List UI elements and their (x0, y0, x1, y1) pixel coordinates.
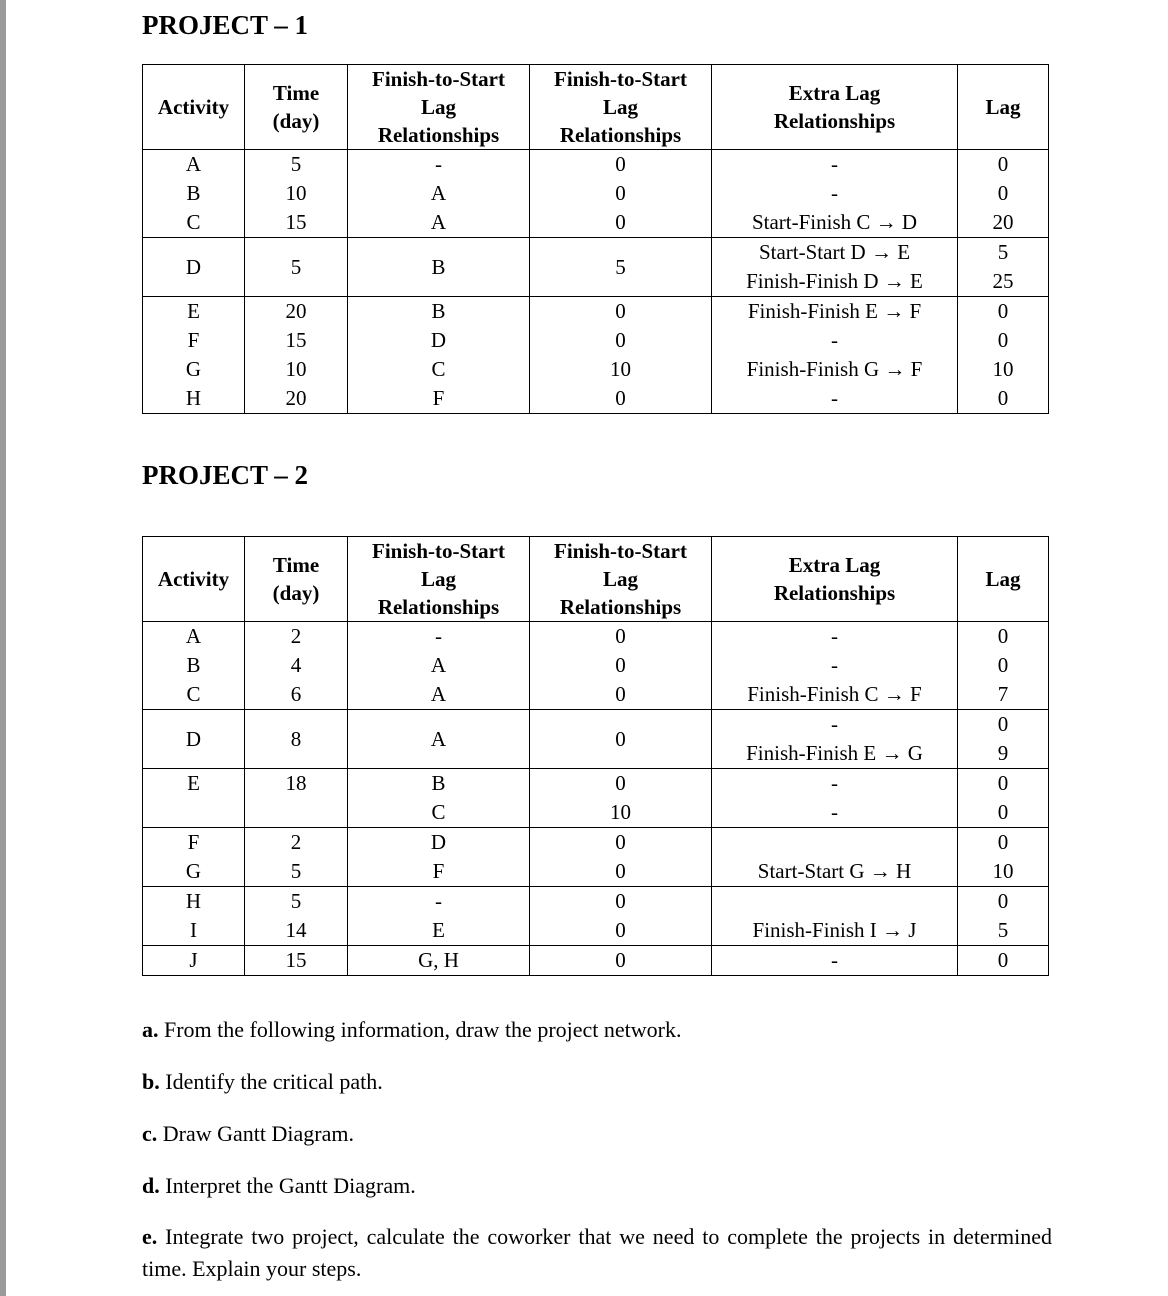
cell-time: 5 (245, 857, 348, 887)
cell-fts2: 0 (530, 384, 712, 414)
cell-activity: F (143, 828, 245, 858)
cell-lag: 5 (958, 916, 1049, 946)
cell-time: 10 (245, 179, 348, 208)
header-fts-lag-1: Finish-to-Start Lag Relationships (348, 65, 530, 150)
cell-time: 8 (245, 710, 348, 769)
cell-fts2: 0 (530, 179, 712, 208)
cell-activity: A (143, 622, 245, 652)
table-row (143, 710, 1049, 740)
cell-fts1: C (348, 355, 530, 384)
cell-lag: 0 (958, 828, 1049, 858)
table-row (143, 622, 1049, 652)
cell-fts1: D (348, 828, 530, 858)
cell-time: 4 (245, 651, 348, 680)
cell-lag: 5 (958, 238, 1049, 268)
cell-fts1: C (348, 798, 530, 828)
cell-activity: C (143, 208, 245, 238)
cell-fts2: 10 (530, 355, 712, 384)
cell-extra: - (712, 150, 958, 180)
cell-time: 18 (245, 769, 348, 799)
cell-lag: 10 (958, 857, 1049, 887)
cell-extra: Start-Start G → H (712, 857, 958, 887)
header-fts-lag-1: Finish-to-Start Lag Relationships (348, 537, 530, 622)
header-lag: Lag (958, 65, 1049, 150)
cell-activity: D (143, 238, 245, 297)
cell-lag: 0 (958, 179, 1049, 208)
cell-extra: - (712, 326, 958, 355)
question-d: d. Interpret the Gantt Diagram. (142, 1173, 416, 1198)
header-fts-lag-2: Finish-to-Start Lag Relationships (530, 65, 712, 150)
cell-extra: Finish-Finish D → E (712, 267, 958, 297)
table-row (143, 179, 1049, 208)
cell-activity: B (143, 651, 245, 680)
cell-activity: C (143, 680, 245, 710)
cell-fts2: 0 (530, 710, 712, 769)
cell-fts1: - (348, 887, 530, 917)
cell-time: 14 (245, 916, 348, 946)
cell-fts2: 0 (530, 946, 712, 976)
cell-extra: Start-Start D → E (712, 238, 958, 268)
cell-activity: B (143, 179, 245, 208)
header-time: Time (day) (245, 537, 348, 622)
cell-lag: 0 (958, 297, 1049, 327)
cell-fts2: 0 (530, 887, 712, 917)
cell-extra: - (712, 179, 958, 208)
cell-activity: H (143, 887, 245, 917)
cell-fts2: 5 (530, 238, 712, 297)
cell-time: 5 (245, 238, 348, 297)
header-activity: Activity (143, 65, 245, 150)
cell-activity: J (143, 946, 245, 976)
cell-fts1: - (348, 150, 530, 180)
table-row (143, 238, 1049, 268)
cell-extra (712, 887, 958, 917)
table-row (143, 916, 1049, 946)
header-lag: Lag (958, 537, 1049, 622)
header-time: Time (day) (245, 65, 348, 150)
cell-fts2: 0 (530, 150, 712, 180)
cell-fts1: G, H (348, 946, 530, 976)
cell-lag: 0 (958, 326, 1049, 355)
cell-fts2: 0 (530, 651, 712, 680)
cell-time: 6 (245, 680, 348, 710)
table-row (143, 208, 1049, 238)
cell-lag: 9 (958, 739, 1049, 769)
cell-lag: 0 (958, 798, 1049, 828)
cell-lag: 0 (958, 769, 1049, 799)
cell-lag: 0 (958, 150, 1049, 180)
project1-table (142, 64, 1049, 414)
cell-time: 2 (245, 622, 348, 652)
cell-activity: G (143, 355, 245, 384)
table-row (143, 297, 1049, 327)
cell-time: 15 (245, 326, 348, 355)
cell-time: 15 (245, 946, 348, 976)
cell-fts1: B (348, 769, 530, 799)
table-row (143, 857, 1049, 887)
header-extra-lag: Extra Lag Relationships (712, 65, 958, 150)
cell-fts2: 0 (530, 680, 712, 710)
cell-lag: 0 (958, 887, 1049, 917)
header-activity: Activity (143, 537, 245, 622)
cell-fts1: B (348, 297, 530, 327)
cell-fts1: A (348, 179, 530, 208)
cell-activity: G (143, 857, 245, 887)
table-row (143, 769, 1049, 799)
cell-activity: F (143, 326, 245, 355)
question-c: c. Draw Gantt Diagram. (142, 1121, 354, 1146)
question-a: a. From the following information, draw the project network. (142, 1017, 682, 1042)
cell-extra: Finish-Finish E → G (712, 739, 958, 769)
cell-activity: E (143, 297, 245, 327)
cell-extra: - (712, 622, 958, 652)
cell-activity (143, 798, 245, 828)
cell-time: 5 (245, 887, 348, 917)
cell-extra: Finish-Finish G → F (712, 355, 958, 384)
cell-fts2: 0 (530, 769, 712, 799)
header-fts-lag-2: Finish-to-Start Lag Relationships (530, 537, 712, 622)
cell-extra: Finish-Finish C → F (712, 680, 958, 710)
cell-extra: - (712, 710, 958, 740)
cell-activity: E (143, 769, 245, 799)
cell-lag: 0 (958, 946, 1049, 976)
cell-lag: 10 (958, 355, 1049, 384)
cell-extra (712, 828, 958, 858)
cell-fts1: F (348, 857, 530, 887)
table-row (143, 651, 1049, 680)
cell-fts2: 0 (530, 208, 712, 238)
cell-lag: 0 (958, 384, 1049, 414)
cell-fts1: A (348, 710, 530, 769)
cell-activity: H (143, 384, 245, 414)
cell-lag: 20 (958, 208, 1049, 238)
cell-time: 15 (245, 208, 348, 238)
cell-fts2: 10 (530, 798, 712, 828)
cell-extra: - (712, 651, 958, 680)
cell-time: 2 (245, 828, 348, 858)
cell-fts1: E (348, 916, 530, 946)
cell-time: 20 (245, 384, 348, 414)
cell-time (245, 798, 348, 828)
cell-activity: I (143, 916, 245, 946)
cell-activity: D (143, 710, 245, 769)
cell-extra: - (712, 769, 958, 799)
cell-lag: 25 (958, 267, 1049, 297)
cell-fts2: 0 (530, 622, 712, 652)
table-row (143, 326, 1049, 355)
cell-extra: Start-Finish C → D (712, 208, 958, 238)
cell-fts1: A (348, 680, 530, 710)
cell-time: 20 (245, 297, 348, 327)
cell-fts1: A (348, 208, 530, 238)
cell-fts2: 0 (530, 326, 712, 355)
project2-title: PROJECT – 2 (142, 460, 309, 490)
question-b: b. Identify the critical path. (142, 1069, 383, 1094)
question-e: e. Integrate two project, calculate the coworker that we need to complete the projects in determined time. Explain your steps. (142, 1224, 1053, 1281)
cell-extra: - (712, 384, 958, 414)
project1-title: PROJECT – 1 (142, 10, 309, 40)
cell-lag: 0 (958, 710, 1049, 740)
table-row (143, 828, 1049, 858)
table-row (143, 355, 1049, 384)
cell-time: 10 (245, 355, 348, 384)
cell-lag: 0 (958, 622, 1049, 652)
cell-fts1: - (348, 622, 530, 652)
cell-extra: Finish-Finish I → J (712, 916, 958, 946)
table-row (143, 798, 1049, 828)
cell-fts2: 0 (530, 857, 712, 887)
table-row (143, 680, 1049, 710)
cell-lag: 0 (958, 651, 1049, 680)
table-row (143, 150, 1049, 180)
header-extra-lag: Extra Lag Relationships (712, 537, 958, 622)
cell-fts2: 0 (530, 828, 712, 858)
cell-extra: - (712, 798, 958, 828)
table-row (143, 887, 1049, 917)
cell-extra: Finish-Finish E → F (712, 297, 958, 327)
cell-activity: A (143, 150, 245, 180)
table-row (143, 946, 1049, 976)
table-row (143, 384, 1049, 414)
cell-fts1: F (348, 384, 530, 414)
cell-fts1: D (348, 326, 530, 355)
cell-fts1: A (348, 651, 530, 680)
cell-fts1: B (348, 238, 530, 297)
cell-lag: 7 (958, 680, 1049, 710)
cell-fts2: 0 (530, 297, 712, 327)
project2-table (142, 536, 1049, 976)
cell-time: 5 (245, 150, 348, 180)
cell-fts2: 0 (530, 916, 712, 946)
cell-extra: - (712, 946, 958, 976)
